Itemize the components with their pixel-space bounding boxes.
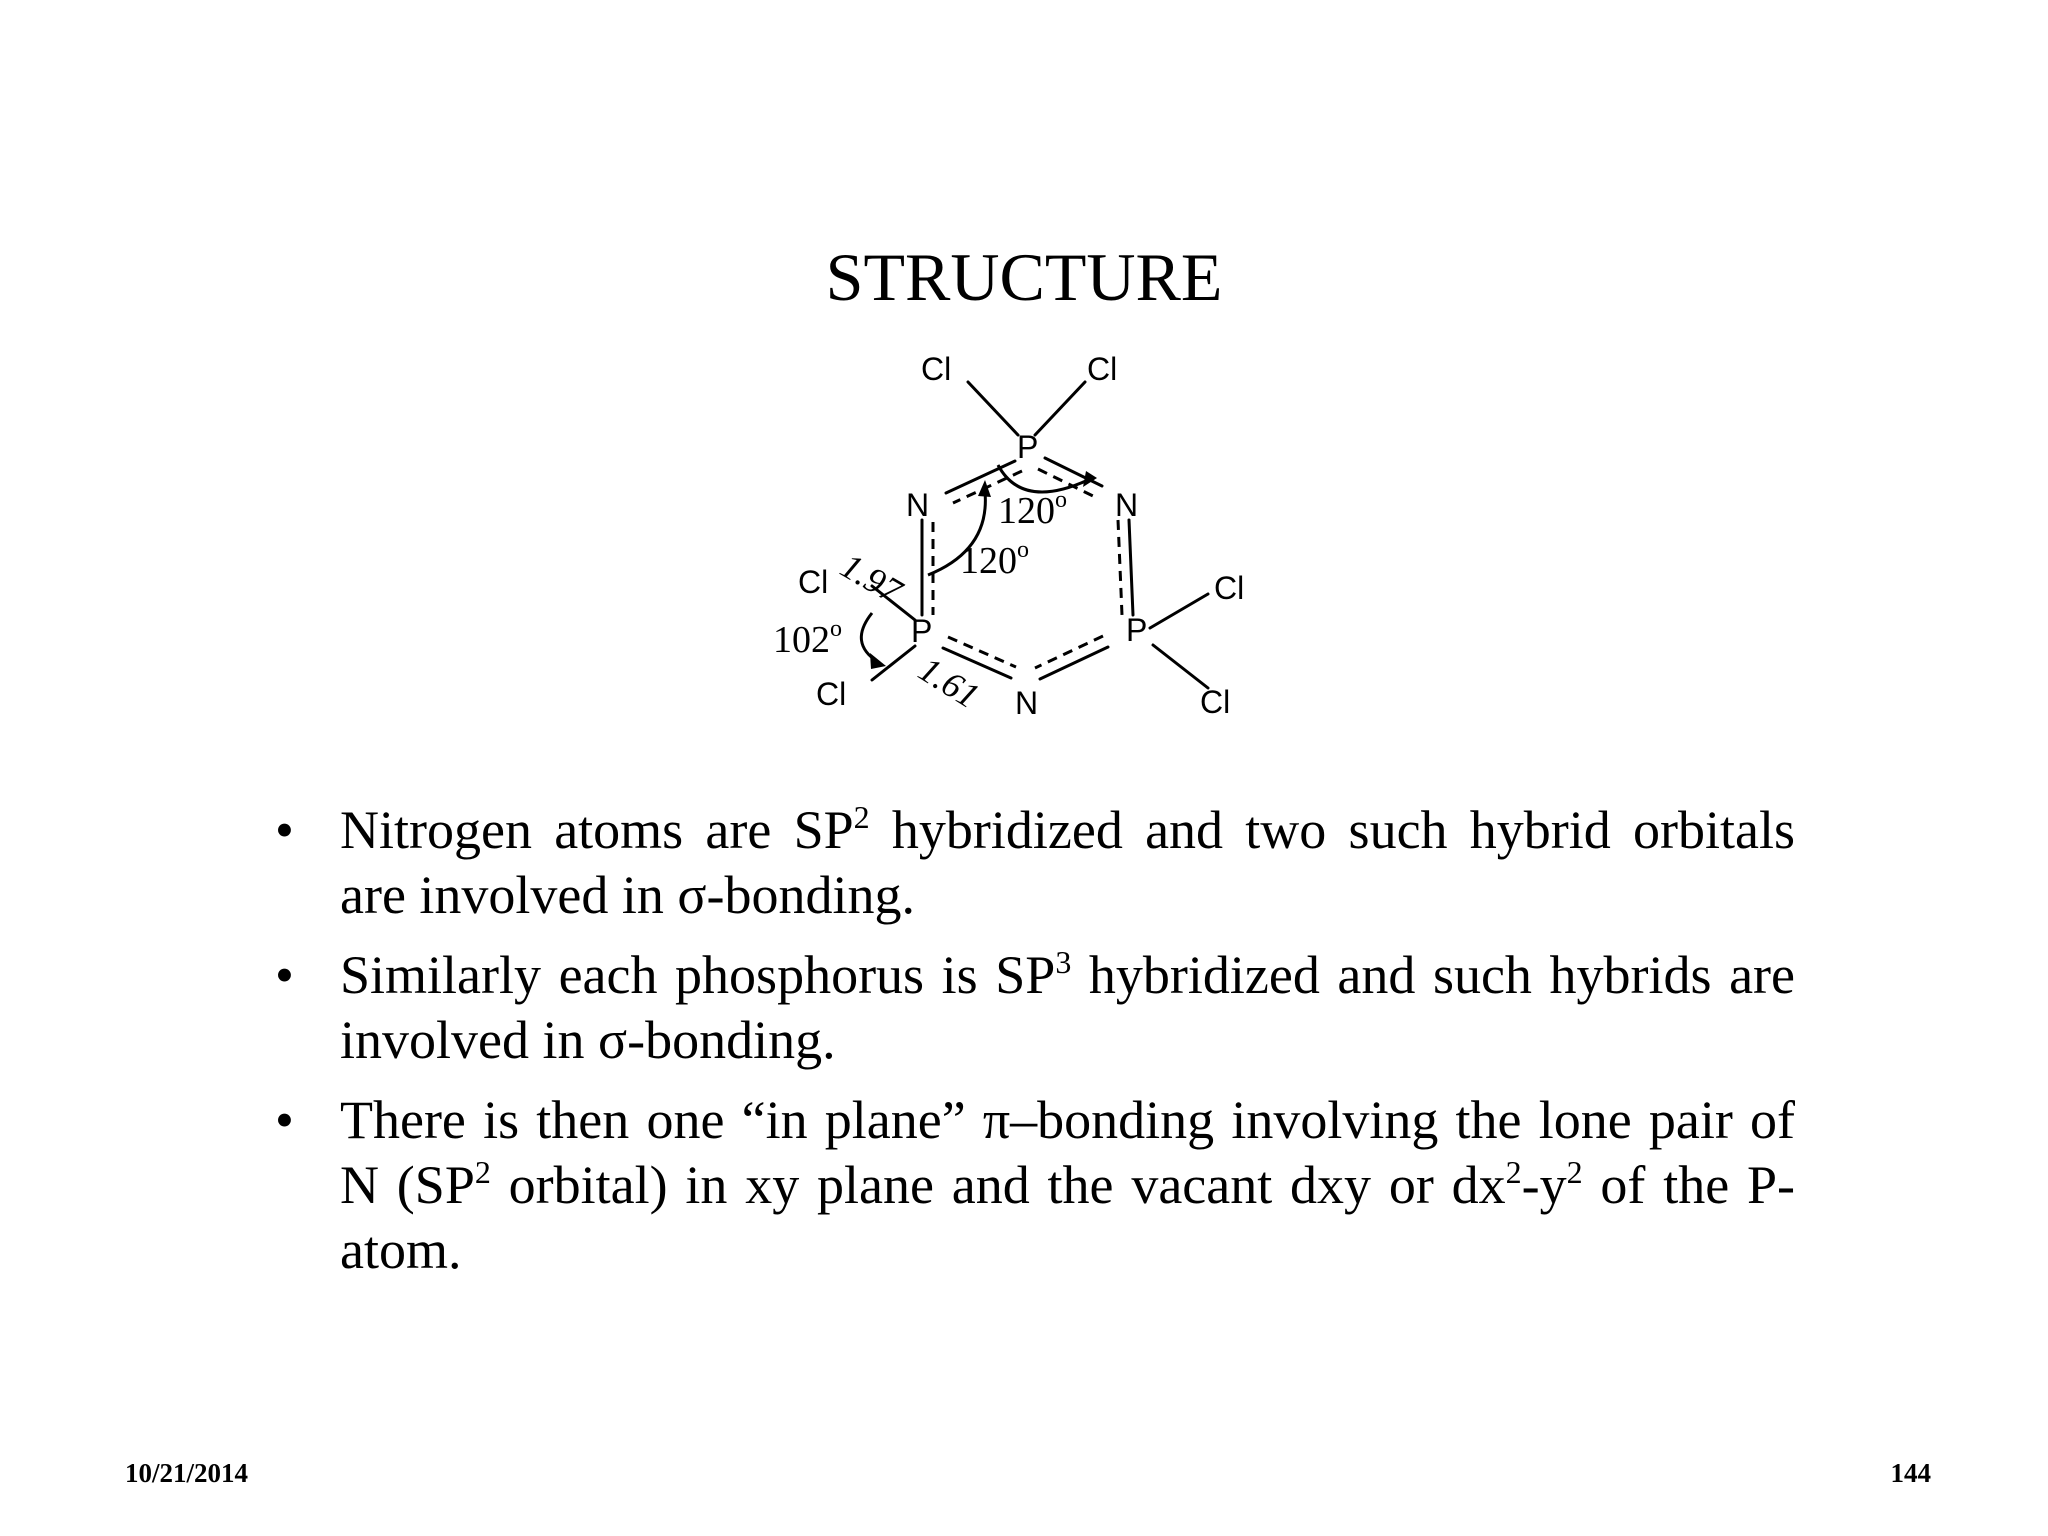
atom-n-bottom: N [1015, 685, 1039, 721]
atom-cl-mid-left: Cl [798, 564, 829, 600]
atom-cl-top-right: Cl [1087, 351, 1118, 387]
atom-cl-mid-right: Cl [1214, 570, 1245, 606]
atom-cl-top-left: Cl [921, 351, 952, 387]
arrowhead-left [870, 653, 886, 669]
label-angle-mid: 120$^o$ [960, 537, 1029, 582]
atom-cl-bottom-left: Cl [816, 676, 847, 712]
bullet-item: • There is then one “in plane” π–bonding involving the lone pair of N ($SP^2$ orbital) in xy plane and the vacant dxy or $dx^2-y^2$ of the P-atom. [275, 1090, 1796, 1280]
atom-cl-bottom-right: Cl [1200, 684, 1231, 720]
atom-p-left: P [911, 613, 933, 649]
bond-p-right-cl-bottom [1153, 645, 1208, 688]
bond-n-right-p-right-dash [1118, 520, 1122, 615]
bond-p-top-cl-left [968, 382, 1018, 435]
bullet-marker: • [275, 800, 294, 860]
atom-p-top: P [1017, 429, 1039, 465]
page-number: 144 [1890, 1458, 1931, 1488]
bond-p-right-cl-mid [1150, 594, 1208, 628]
atom-n-left: N [906, 487, 930, 523]
bullet-list [275, 798, 1795, 1298]
bond-p-left-n-bottom-dash [948, 637, 1016, 667]
bullet-marker: • [275, 945, 294, 1005]
label-bond-length-p-cl: 1.97 [834, 545, 909, 612]
bullet-marker: • [275, 1090, 294, 1150]
footer-date: 10/21/2014 [125, 1458, 249, 1488]
bond-p-right-n-bottom-solid [1040, 647, 1108, 679]
label-angle-top: 120$^o$ [998, 487, 1067, 532]
angle-arc-left [861, 613, 878, 662]
bond-p-right-n-bottom-dash [1035, 636, 1103, 668]
phosphonitrilic-chloride-structure [760, 340, 1280, 740]
bullet-item: • Similarly each phosphorus is $SP^3$ hybridized and such hybrids are involved in σ-bonding. [275, 944, 1795, 1070]
bond-p-top-cl-right [1035, 382, 1085, 435]
slide-title: STRUCTURE [825, 239, 1223, 315]
label-bond-length-p-n: 1.61 [911, 648, 987, 717]
arrowhead-mid [978, 480, 991, 497]
label-angle-left: 102$^o$ [773, 616, 842, 661]
bond-p-top-n-right-solid [1045, 458, 1102, 486]
bond-n-right-p-right-solid [1129, 520, 1133, 615]
atom-p-right: P [1126, 612, 1148, 648]
atom-n-right: N [1115, 487, 1139, 523]
arrowhead-top [1083, 471, 1097, 487]
bullet-item: • Nitrogen atoms are $SP^2$ hybridized and two such hybrid orbitals are involved in σ-bonding. [275, 799, 1795, 925]
